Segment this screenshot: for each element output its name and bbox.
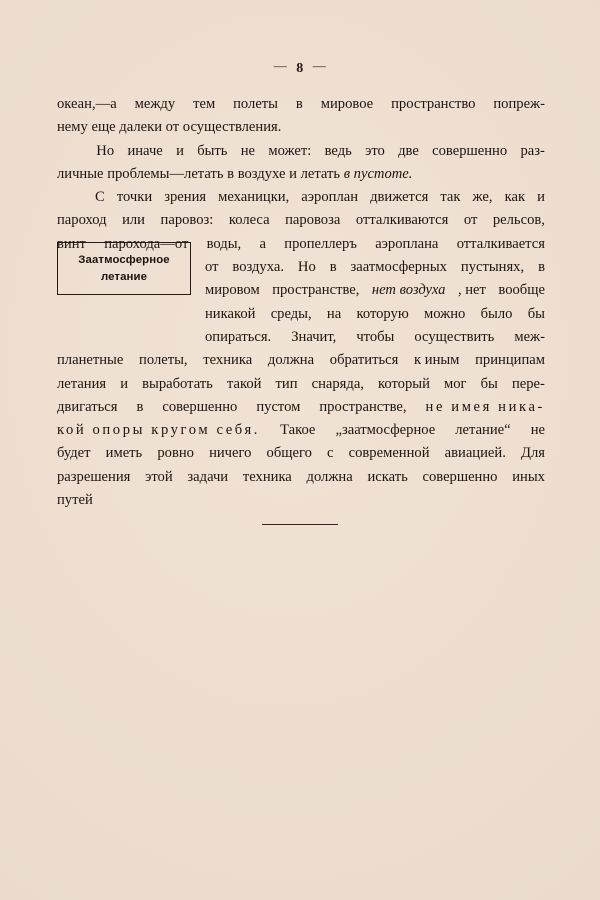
- word: и: [537, 189, 545, 206]
- text-line: [57, 326, 545, 349]
- word: от: [463, 212, 478, 229]
- margin-note-line-1: Заатмосферное: [78, 253, 170, 266]
- word: ровно: [157, 445, 194, 462]
- word: в: [295, 96, 303, 112]
- word: иных: [512, 468, 545, 485]
- word: бы: [480, 375, 498, 392]
- word: колеса: [228, 212, 270, 229]
- word: зрения: [164, 189, 207, 206]
- word: Значит,: [291, 328, 337, 345]
- word: должна: [267, 352, 315, 369]
- word: это: [365, 142, 385, 159]
- word: меж-: [514, 328, 545, 345]
- word: не: [240, 142, 256, 159]
- word: воздухе: [237, 165, 286, 182]
- word: движется: [370, 189, 429, 206]
- word: совершенно: [422, 468, 498, 485]
- word: который: [378, 375, 430, 392]
- body-text: [57, 93, 545, 512]
- word: иметь: [105, 445, 143, 462]
- text-line: [57, 349, 545, 372]
- word: океан,—а: [57, 96, 117, 112]
- word: и: [120, 375, 129, 392]
- word: можно: [424, 305, 466, 322]
- word: разрешения: [57, 468, 131, 485]
- word: парохода—от: [104, 235, 189, 252]
- word: иначе: [127, 142, 163, 159]
- word: пространстве,: [319, 398, 407, 415]
- word: чтобы: [356, 328, 395, 345]
- word: летания: [57, 375, 107, 392]
- word: раз-: [520, 142, 545, 159]
- word: или: [122, 212, 145, 229]
- paragraph-indent: [57, 140, 83, 163]
- text-line: [57, 489, 545, 512]
- word: авиацией.: [444, 445, 506, 462]
- word: тем: [193, 96, 216, 112]
- word: личные: [57, 165, 104, 182]
- text-line: [57, 93, 545, 116]
- emphasis-letterspaced: кой опоры кругом себя.: [57, 422, 261, 439]
- word: пространство: [391, 96, 476, 112]
- word: нему еще далеки от осуществления.: [57, 119, 282, 136]
- word: ведь: [324, 142, 352, 159]
- word: тип: [275, 375, 298, 392]
- word: Для: [521, 445, 545, 462]
- word: путей: [57, 492, 93, 509]
- word: техника: [203, 352, 253, 369]
- word: Но: [96, 142, 115, 159]
- word: в: [136, 398, 144, 415]
- word: мог: [444, 375, 467, 392]
- word: паровоза: [285, 212, 341, 229]
- section-divider-rule: [262, 524, 338, 525]
- word: Но: [297, 259, 316, 276]
- word: полеты: [233, 96, 278, 112]
- folio-dash-right: —: [312, 58, 327, 73]
- word: не: [530, 422, 545, 439]
- word: пустом: [256, 398, 301, 415]
- word: никакой: [205, 305, 256, 322]
- word: быть: [197, 142, 228, 159]
- word: С: [95, 189, 105, 206]
- word: и: [176, 142, 184, 159]
- text-line: [57, 163, 545, 186]
- word: на: [326, 305, 342, 322]
- text-line: [57, 233, 545, 256]
- word: обратиться: [329, 352, 399, 369]
- word: мировом: [205, 282, 260, 299]
- word: выработать: [142, 375, 213, 392]
- word: воды,: [206, 235, 242, 252]
- word: Такое: [280, 422, 316, 439]
- word: летать: [300, 165, 341, 182]
- emphasis-italic: в пустоте.: [343, 165, 413, 182]
- word: осуществить: [414, 328, 495, 345]
- word: паровоз:: [160, 212, 214, 229]
- word: же,: [472, 189, 493, 206]
- word: попреж-: [493, 96, 545, 112]
- word: , нет: [457, 282, 486, 299]
- word: среды,: [270, 305, 312, 322]
- word: принципам: [475, 352, 545, 369]
- word: проблемы—летать: [107, 165, 224, 182]
- text-line: [57, 396, 545, 419]
- word: этой: [145, 468, 173, 485]
- text-line: [57, 209, 545, 232]
- word: техника: [242, 468, 292, 485]
- word: а: [259, 235, 266, 252]
- word: задачи: [187, 468, 229, 485]
- word: может:: [268, 142, 312, 159]
- text-line: [57, 256, 545, 279]
- word: как: [504, 189, 526, 206]
- word: двигаться: [57, 398, 118, 415]
- word: с: [327, 445, 334, 462]
- word: точки: [116, 189, 153, 206]
- text-line: [57, 303, 545, 326]
- word: совершенно: [432, 142, 508, 159]
- word: пустынях,: [460, 259, 525, 276]
- word: искать: [367, 468, 408, 485]
- word: в: [329, 259, 337, 276]
- text-line: [57, 186, 545, 209]
- word: планетные: [57, 352, 124, 369]
- folio-dash-left: —: [273, 58, 288, 73]
- text-line: [57, 442, 545, 465]
- emphasis-italic: нет воздуха: [371, 282, 446, 299]
- word: к иным: [414, 352, 460, 369]
- text-line: [57, 419, 545, 442]
- word: должна: [306, 468, 353, 485]
- word: ничего: [209, 445, 252, 462]
- word: от: [205, 259, 219, 276]
- word: пространстве,: [272, 282, 360, 299]
- word: бы: [527, 305, 545, 322]
- word: отталкивается: [456, 235, 545, 252]
- word: „заатмосферное: [335, 422, 436, 439]
- word: было: [480, 305, 513, 322]
- paragraph-indent: [57, 186, 83, 209]
- word: снаряда,: [311, 375, 364, 392]
- page-number: 8: [296, 61, 304, 76]
- text-line: [57, 466, 545, 489]
- word: в: [538, 259, 545, 276]
- word: воздуха.: [232, 259, 284, 276]
- word: две: [398, 142, 419, 159]
- word: пароход: [57, 212, 107, 229]
- word: механицки,: [218, 189, 290, 206]
- word: совершенно: [162, 398, 238, 415]
- word: будет: [57, 445, 91, 462]
- text-line: [57, 140, 545, 163]
- emphasis-letterspaced: не имея ника-: [425, 398, 545, 415]
- word: пере-: [511, 375, 545, 392]
- word: отталкиваются: [355, 212, 449, 229]
- word: вообще: [498, 282, 545, 299]
- word: такой: [226, 375, 262, 392]
- word: опираться.: [205, 328, 272, 345]
- word: заатмосферных: [350, 259, 447, 276]
- margin-note-line-2: летание: [100, 270, 148, 283]
- word: пропеллеръ: [284, 235, 357, 252]
- word: рельсов,: [492, 212, 545, 229]
- text-line: [57, 116, 545, 139]
- page-folio: [0, 60, 600, 77]
- text-line: [57, 279, 545, 302]
- word: аэроплана: [375, 235, 439, 252]
- word: в: [227, 165, 235, 182]
- word: винт: [57, 235, 86, 252]
- word: мировое: [320, 96, 374, 112]
- word: общего: [266, 445, 312, 462]
- word: аэроплан: [301, 189, 359, 206]
- word: так: [440, 189, 461, 206]
- word: и: [289, 165, 297, 182]
- word: полеты,: [139, 352, 188, 369]
- word: современной: [348, 445, 430, 462]
- word: которую: [356, 305, 409, 322]
- word: между: [134, 96, 176, 112]
- quoted-term: летание“: [455, 422, 511, 439]
- text-line: [57, 373, 545, 396]
